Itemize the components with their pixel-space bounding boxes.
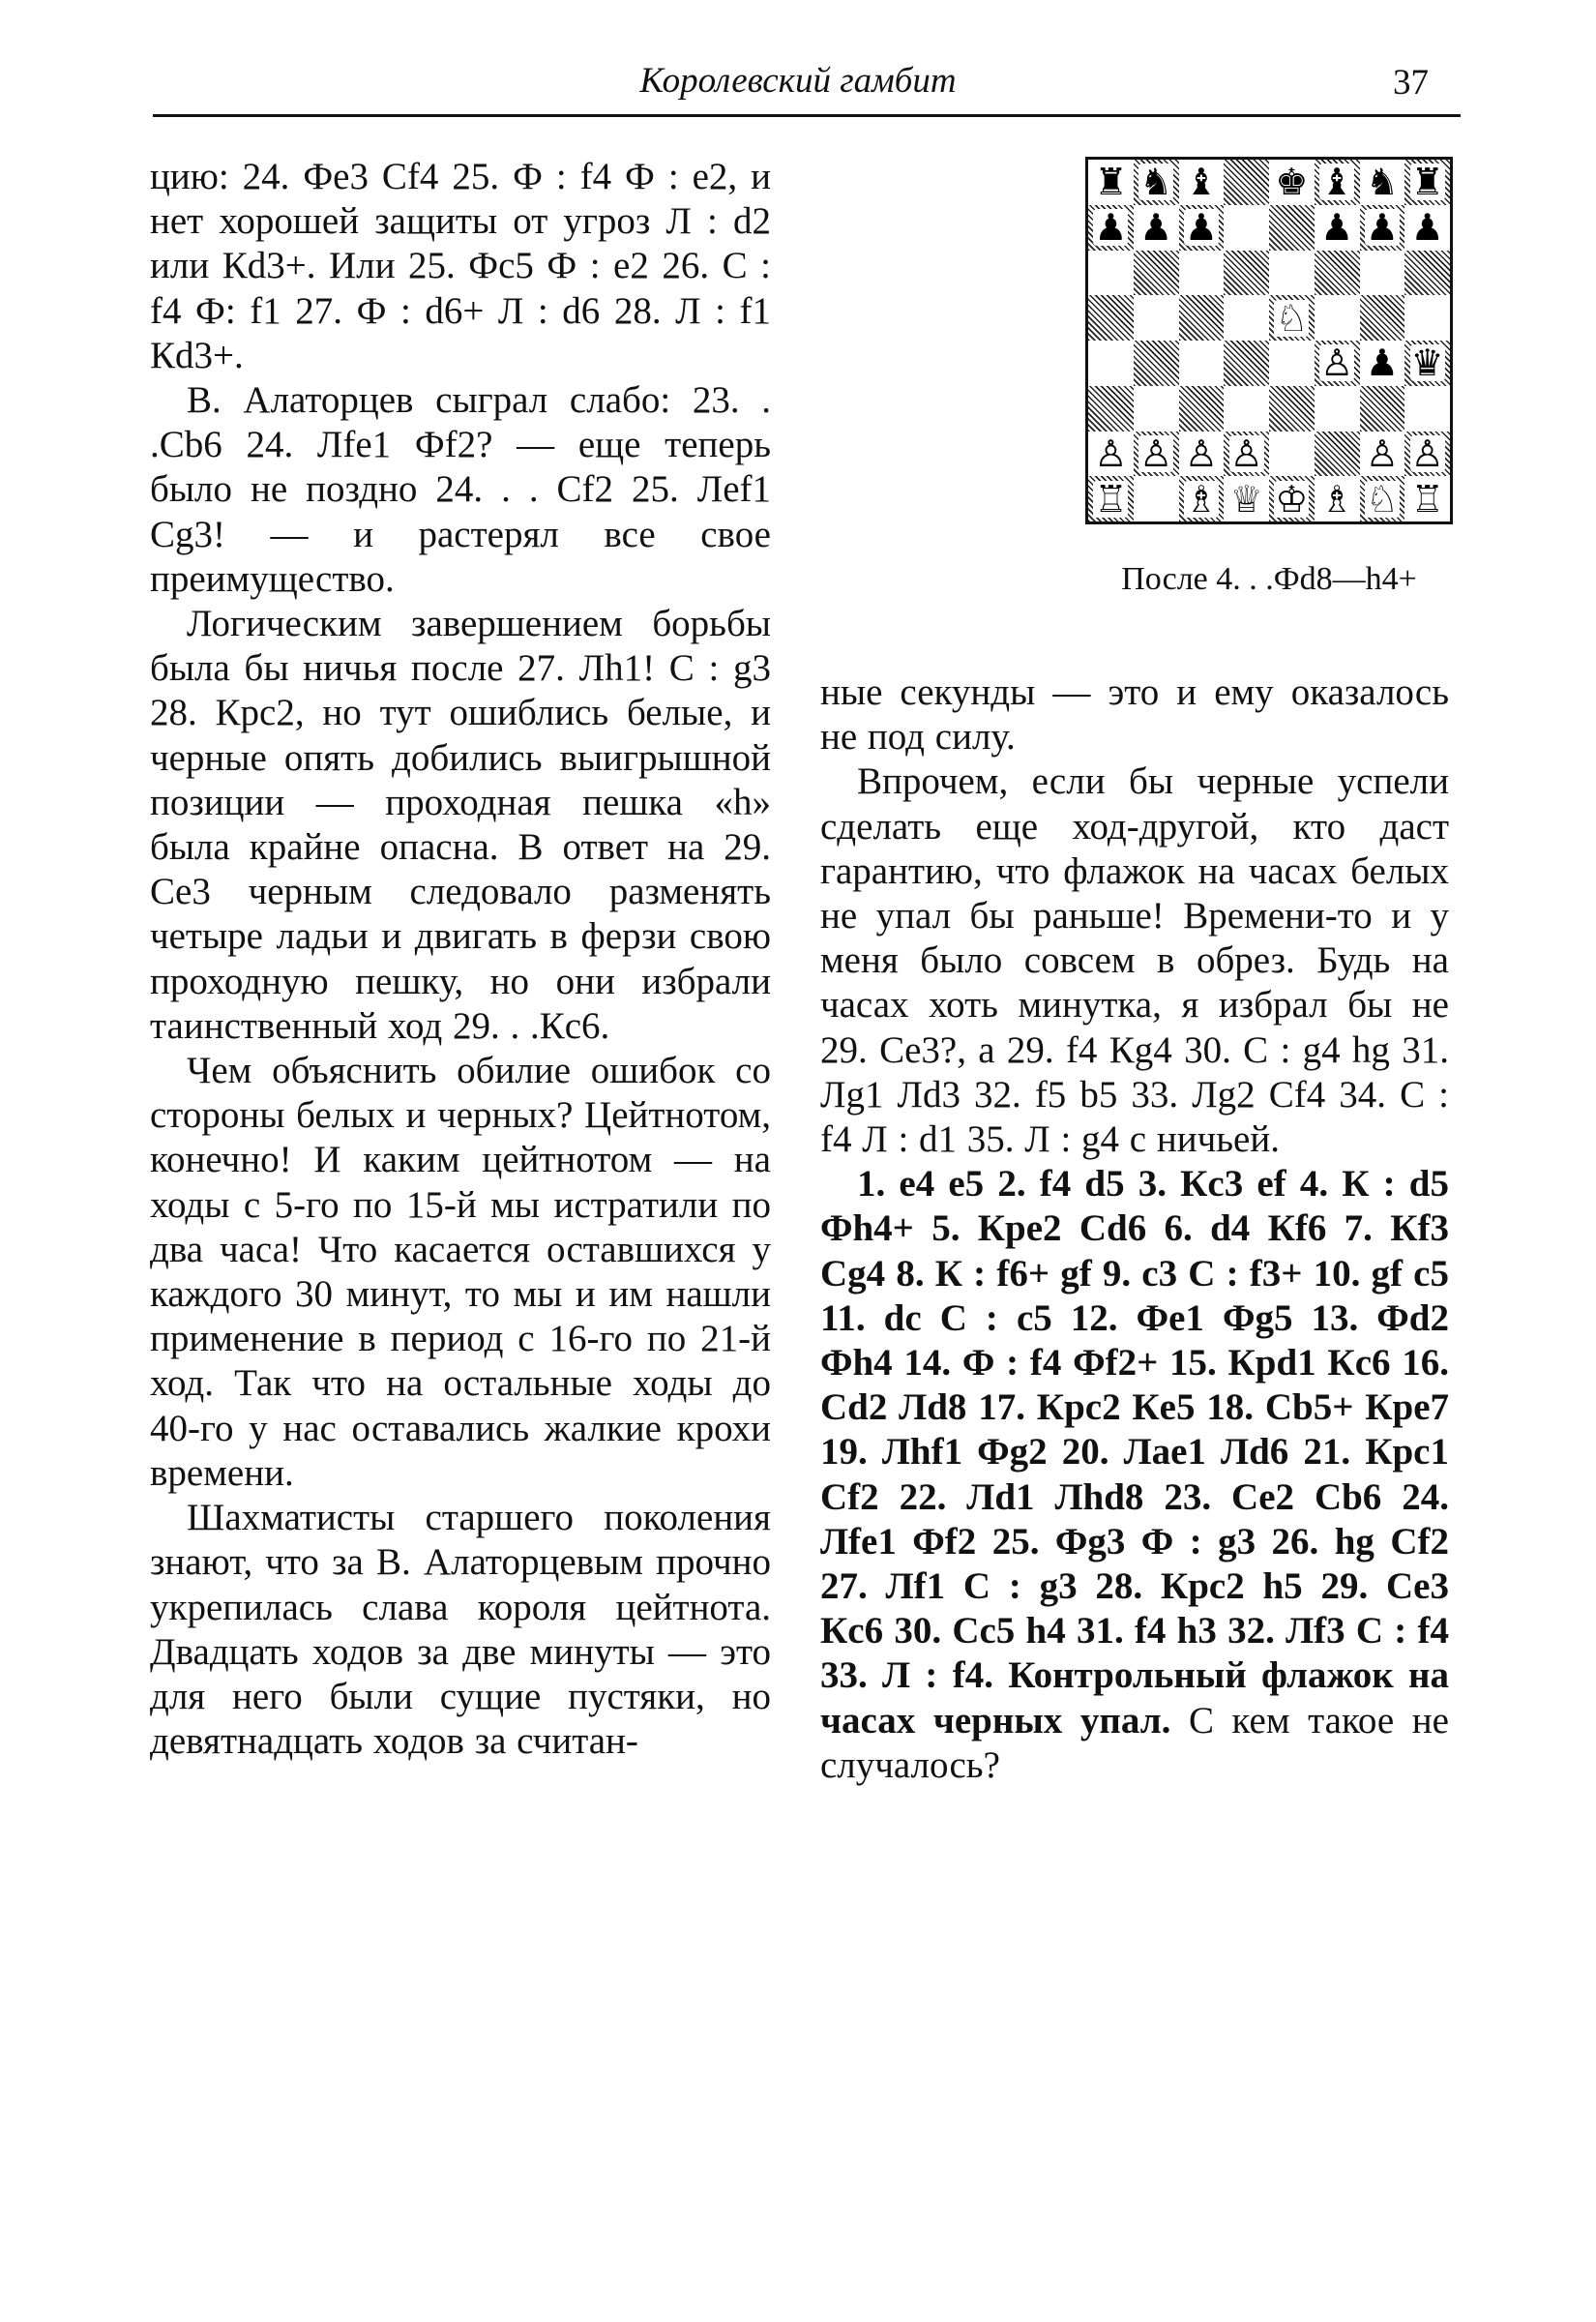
chess-piece-icon: ♙ xyxy=(1410,432,1444,475)
board-square-c1 xyxy=(1179,476,1225,521)
chess-piece-icon: ♙ xyxy=(1094,432,1128,475)
board-square-c6 xyxy=(1179,251,1225,296)
chess-piece-icon: ♛ xyxy=(1410,342,1444,385)
board-square-b3 xyxy=(1134,386,1179,432)
board-square-b8 xyxy=(1134,160,1179,205)
chess-piece-icon: ♘ xyxy=(1275,296,1309,340)
board-square-h5 xyxy=(1404,295,1450,341)
board-square-d1 xyxy=(1224,476,1269,521)
chess-piece-icon: ♕ xyxy=(1229,477,1263,521)
board-square-a5 xyxy=(1088,295,1134,341)
chess-piece-icon: ♙ xyxy=(1365,432,1399,475)
board-square-e7 xyxy=(1269,205,1315,251)
board-square-d3 xyxy=(1224,386,1269,432)
board-square-e4 xyxy=(1269,341,1315,386)
board-square-g2 xyxy=(1360,432,1405,477)
board-square-g6 xyxy=(1360,251,1405,296)
board-square-h6 xyxy=(1404,251,1450,296)
board-square-b5 xyxy=(1134,295,1179,341)
board-square-f6 xyxy=(1315,251,1360,296)
board-square-g1 xyxy=(1360,476,1405,521)
chess-piece-icon: ♞ xyxy=(1365,161,1399,204)
paragraph: цию: 24. Фe3 Cf4 25. Ф : f4 Ф : e2, и нет хорошей защиты от угроз Л : d2 или Кd3+. Или 25. Фc5 Ф : e2 26. С : f4 Ф: f1 27. Ф : d6+ Л : d6 28. Л : f1 Кd3+. xyxy=(150,156,771,376)
board-square-c2 xyxy=(1179,432,1225,477)
board-square-h2 xyxy=(1404,432,1450,477)
board-square-c3 xyxy=(1179,386,1225,432)
board-square-g4 xyxy=(1360,341,1405,386)
chess-piece-icon: ♖ xyxy=(1410,477,1444,521)
board-square-e5 xyxy=(1269,295,1315,341)
chess-board xyxy=(1088,160,1450,521)
chess-diagram xyxy=(1085,157,1453,524)
board-square-a4 xyxy=(1088,341,1134,386)
board-square-g7 xyxy=(1360,205,1405,251)
board-square-g8 xyxy=(1360,160,1405,205)
board-square-a8 xyxy=(1088,160,1134,205)
board-square-a1 xyxy=(1088,476,1134,521)
board-square-d4 xyxy=(1224,341,1269,386)
board-square-e3 xyxy=(1269,386,1315,432)
board-square-b7 xyxy=(1134,205,1179,251)
diagram-caption: После 4. . .Фd8—h4+ xyxy=(1121,561,1417,597)
right-column xyxy=(820,670,1449,1788)
chess-piece-icon: ♗ xyxy=(1320,477,1354,521)
board-square-f1 xyxy=(1315,476,1360,521)
chess-piece-icon: ♝ xyxy=(1320,161,1354,204)
board-square-e2 xyxy=(1269,432,1315,477)
board-square-d2 xyxy=(1224,432,1269,477)
chess-piece-icon: ♙ xyxy=(1139,432,1173,475)
closing-remark: С кем такое не случалось? xyxy=(820,1699,1449,1786)
board-square-d6 xyxy=(1224,251,1269,296)
left-column xyxy=(150,155,771,1764)
chess-piece-icon: ♙ xyxy=(1184,432,1218,475)
chess-piece-icon: ♙ xyxy=(1229,432,1263,475)
chess-piece-icon: ♝ xyxy=(1184,161,1218,204)
board-square-h7 xyxy=(1404,205,1450,251)
board-square-a2 xyxy=(1088,432,1134,477)
board-square-a3 xyxy=(1088,386,1134,432)
paragraph: Шахматисты старшего поколения знают, что за В. Алаторцевым прочно укрепилась слава короля цейтнота. Двадцать ходов за две минуты — это для него были сущие пустяки, но девятнадцать ходов за считан- xyxy=(150,1497,771,1763)
chess-piece-icon: ♟ xyxy=(1184,206,1218,250)
board-square-b6 xyxy=(1134,251,1179,296)
chess-piece-icon: ♘ xyxy=(1365,477,1399,521)
chess-piece-icon: ♟ xyxy=(1320,206,1354,250)
chess-piece-icon: ♟ xyxy=(1365,206,1399,250)
board-square-c5 xyxy=(1179,295,1225,341)
board-square-c7 xyxy=(1179,205,1225,251)
board-square-f7 xyxy=(1315,205,1360,251)
chess-piece-icon: ♙ xyxy=(1320,342,1354,385)
board-square-a7 xyxy=(1088,205,1134,251)
paragraph: Впрочем, если бы черные успели сделать еще ход-другой, кто даст гарантию, что флажок на часах белых не упал бы раньше! Времени-то и у меня было совсем в обрез. Будь на часах хоть минутка, я избрал бы не 29. Сe3?, а 29. f4 Кg4 30. С : g4 hg 31. Лg1 Лd3 32. f5 b5 33. Лg2 Cf4 34. С : f4 Л : d1 35. Л : g4 с ничьей. xyxy=(820,760,1449,1161)
board-square-f4 xyxy=(1315,341,1360,386)
chess-piece-icon: ♜ xyxy=(1410,161,1444,204)
board-square-e1 xyxy=(1269,476,1315,521)
board-square-a6 xyxy=(1088,251,1134,296)
board-square-c4 xyxy=(1179,341,1225,386)
paragraph: ные секунды — это и ему оказалось не под силу. xyxy=(820,671,1449,759)
paragraph: Чем объяснить обилие ошибок со стороны белых и черных? Цейтнотом, конечно! И каким цейтнотом — на ходы с 5-го по 15-й мы истратили по два часа! Что касается оставшихся у каждого 30 минут, то мы и им нашли применение в период с 16-го по 21-й ход. Так что на остальные ходы до 40-го у нас оставались жалкие крохи времени. xyxy=(150,1050,771,1494)
board-square-e8 xyxy=(1269,160,1315,205)
chess-piece-icon: ♟ xyxy=(1094,206,1128,250)
board-square-f2 xyxy=(1315,432,1360,477)
chess-piece-icon: ♞ xyxy=(1139,161,1173,204)
board-square-g5 xyxy=(1360,295,1405,341)
board-square-g3 xyxy=(1360,386,1405,432)
paragraph: Логическим завершением борьбы была бы ничья после 27. Лh1! С : g3 28. Крc2, но тут ошиблись белые, и черные опять добились выигрышной позиции — проходная пешка «h» была крайне опасна. В ответ на 29. Сe3 черным следовало разменять четыре ладьи и двигать в ферзи свою проходную пешку, но они избрали таинственный ход 29. . .Кc6. xyxy=(150,603,771,1047)
board-square-c8 xyxy=(1179,160,1225,205)
board-square-f5 xyxy=(1315,295,1360,341)
board-square-h1 xyxy=(1404,476,1450,521)
board-square-h4 xyxy=(1404,341,1450,386)
board-square-b2 xyxy=(1134,432,1179,477)
header-divider xyxy=(153,114,1461,117)
chess-piece-icon: ♟ xyxy=(1139,206,1173,250)
board-square-e6 xyxy=(1269,251,1315,296)
board-square-f8 xyxy=(1315,160,1360,205)
board-square-d8 xyxy=(1224,160,1269,205)
board-square-h8 xyxy=(1404,160,1450,205)
chess-piece-icon: ♔ xyxy=(1275,477,1309,521)
chess-piece-icon: ♜ xyxy=(1094,161,1128,204)
game-score: 1. e4 e5 2. f4 d5 3. Кc3 ef 4. К : d5 Фh4+ 5. Крe2 Сd6 6. d4 Кf6 7. Кf3 Сg4 8. К : f6+ gf 9. c3 С : f3+ 10. gf c5 11. dc С : c5 12. Фe1 Фg5 13. Фd2 Фh4 14. Ф : f4 Фf2+ 15. Крd1 Кc6 16. Сd2 Лd8 17. Крc2 Кe5 18. Сb5+ Крe7 19. Лhf1 Фg2 20. Лae1 Лd6 21. Крc1 Cf2 22. Лd1 Лhd8 23. Сe2 Сb6 24. Лfe1 Фf2 25. Фg3 Ф : g3 26. hg Cf2 27. Лf1 С : g3 28. Крc2 h5 29. Сe3 Кc6 30. Сc5 h4 31. f4 h3 32. Лf3 С : f4 33. Л : f4. Контрольный флажок на часах черных упал. xyxy=(820,1163,1449,1742)
board-square-f3 xyxy=(1315,386,1360,432)
board-square-h3 xyxy=(1404,386,1450,432)
chess-piece-icon: ♗ xyxy=(1184,477,1218,521)
chess-piece-icon: ♟ xyxy=(1410,206,1444,250)
board-square-b4 xyxy=(1134,341,1179,386)
chess-piece-icon: ♚ xyxy=(1275,161,1309,204)
board-square-d7 xyxy=(1224,205,1269,251)
running-title: Королевский гамбит xyxy=(639,61,957,101)
board-square-b1 xyxy=(1134,476,1179,521)
page-number: 37 xyxy=(1393,63,1429,103)
game-score-paragraph xyxy=(820,1162,1449,1788)
chess-piece-icon: ♟ xyxy=(1365,342,1399,385)
paragraph: В. Алаторцев сыграл слабо: 23. . .Сb6 24. Лfe1 Фf2? — еще теперь было не поздно 24. . . Cf2 25. Лef1 Cg3! — и растерял все свое преимущество. xyxy=(150,379,771,600)
chess-piece-icon: ♖ xyxy=(1094,477,1128,521)
board-square-d5 xyxy=(1224,295,1269,341)
